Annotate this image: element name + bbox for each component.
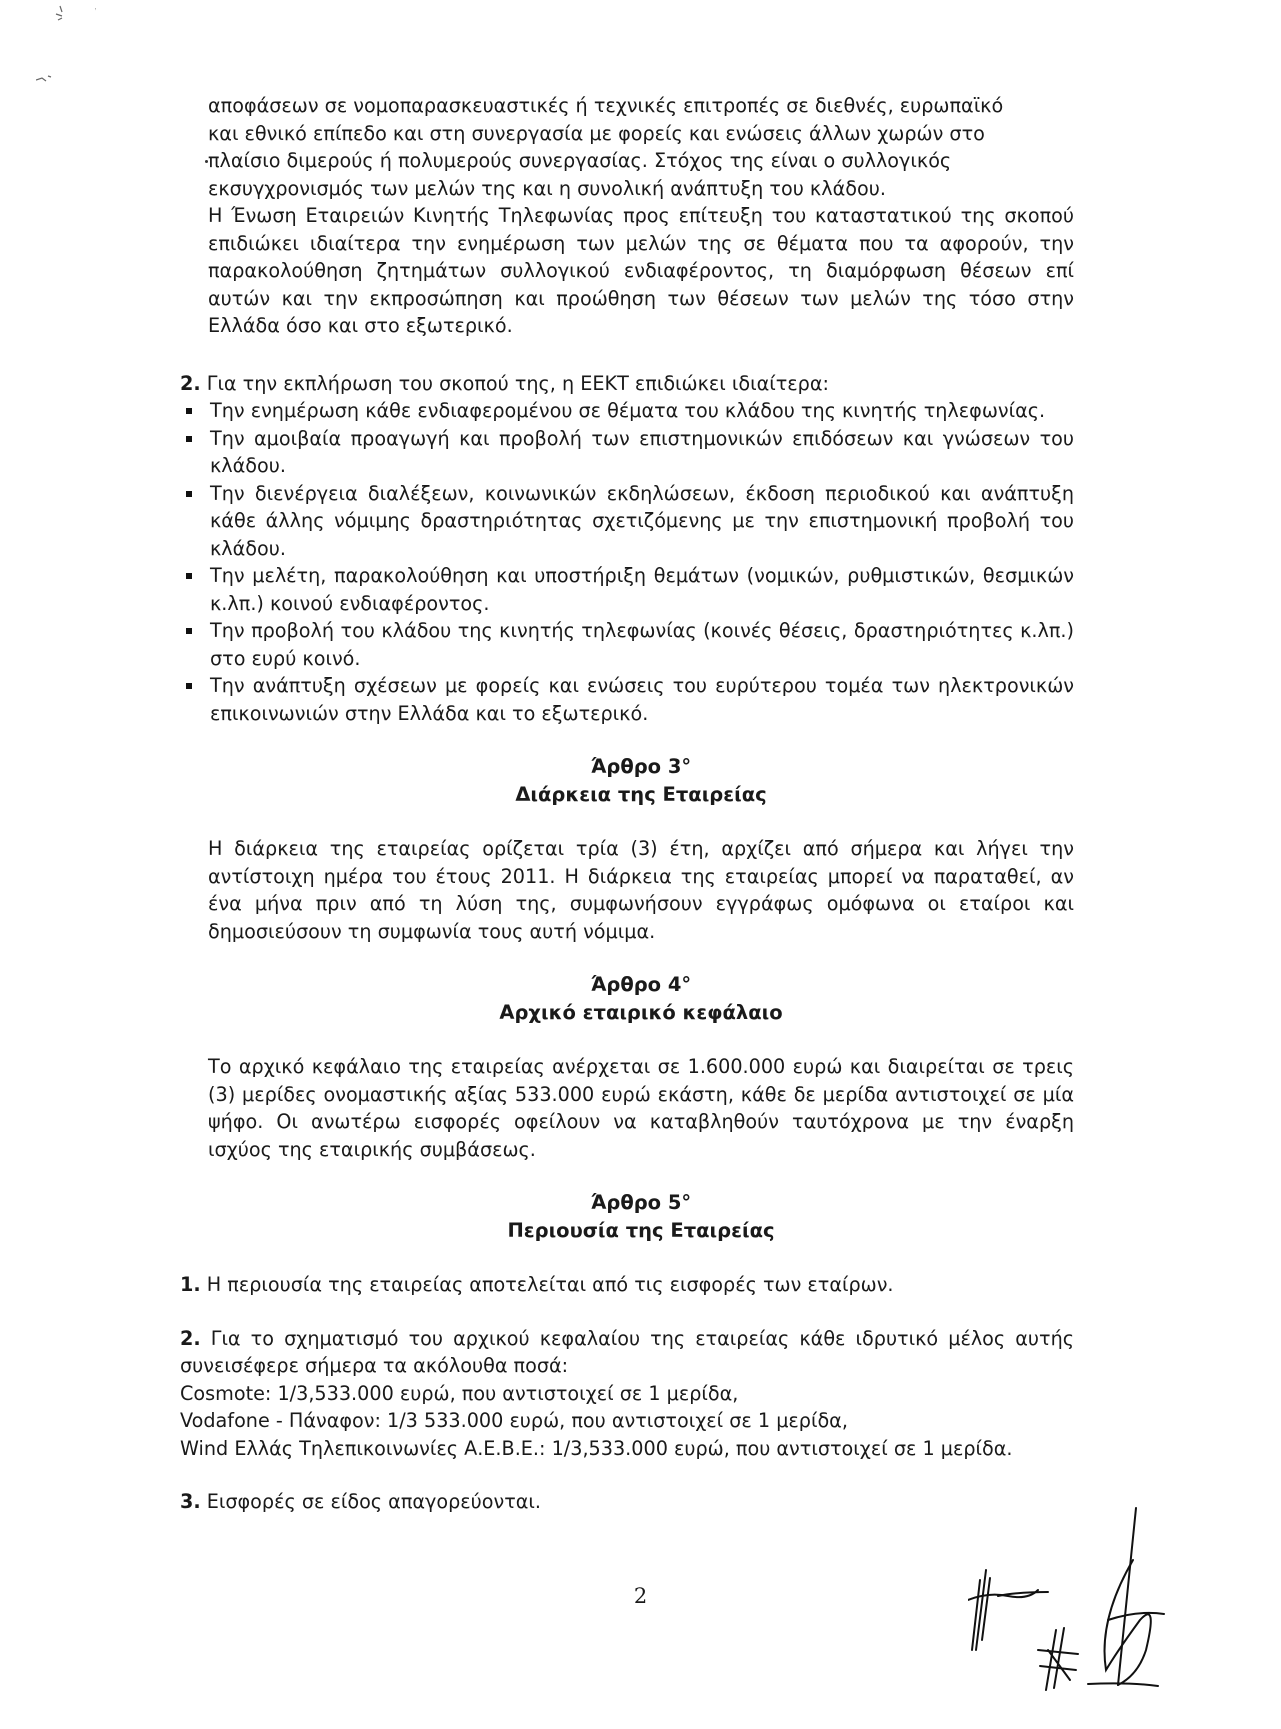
item-2-lead [180,370,1074,398]
objective-item: Την μελέτη, παρακολούθηση και υποστήριξη θεμάτων (νομικών, ρυθμιστικών, θεσμικών κ.λπ.) κοινού ενδιαφέροντος. [180,562,1074,617]
contribution-line: Cosmote: 1/3,533.000 ευρώ, που αντιστοιχεί σε 1 μερίδα, [180,1381,739,1405]
scan-artifacts [36,0,96,93]
objective-item: Την ανάπτυξη σχέσεων με φορείς και ενώσεις του ευρύτερου τομέα των ηλεκτρονικών επικοινωνιών στην Ελλάδα και το εξωτερικό. [180,672,1074,727]
objectives-list [180,397,1074,727]
article-5-item-2-number: 2. [180,1326,201,1350]
article-4-heading [208,971,1074,1027]
article-5-item-3-number: 3. [180,1490,201,1513]
contributions-list [180,1380,1074,1463]
page-number: 2 [633,1584,648,1608]
document-body [180,92,1074,1516]
intro-paragraph-2: Η Ένωση Εταιρειών Κινητής Τηλεφωνίας προς επίτευξη του καταστατικού της σκοπού επιδιώκει ιδιαίτερα την ενημέρωση των μελών της σε θέματα που τα αφορούν, την παρακολούθηση ζητημάτων συλλογικού ενδιαφέροντος, τη διαμόρφωση θέσεων επί αυτών και την εκπροσώπηση και προώθηση των θέσεων των μελών της τόσο στην Ελλάδα όσο και στο εξωτερικό. [208,204,1074,337]
article-4-text: Το αρχικό κεφάλαιο της εταιρείας ανέρχεται σε 1.600.000 ευρώ και διαιρείται σε τρεις (3) μερίδες ονομαστικής αξίας 533.000 ευρώ εκάστη, κάθε δε μερίδα αντιστοιχεί σε μία ψήφο. Οι ανωτέρω εισφορές οφείλουν να καταβληθούν ταυτόχρονα με την έναρξη ισχύος της εταιρικής συμβάσεως. [208,1055,1074,1161]
section-item-2 [180,370,1074,728]
objective-item: Την διενέργεια διαλέξεων, κοινωνικών εκδηλώσεων, έκδοση περιοδικού και ανάπτυξη κάθε άλλης νόμιμης δραστηριότητας σχετιζόμενης με την επιστημονική προβολή του κλάδου. [180,480,1074,563]
article-5-title: Περιουσία της Εταιρείας [507,1219,775,1242]
intro-line-1: αποφάσεων σε νομοπαρασκευαστικές ή τεχνικές επιτροπές σε διεθνές, ευρωπαϊκό [208,94,1004,117]
intro-line-3: πλαίσιο διμερούς ή πολυμερούς συνεργασίας. Στόχος της είναι ο συλλογικός [208,149,952,172]
article-5-item-3 [180,1488,1074,1516]
article-3-text: Η διάρκεια της εταιρείας ορίζεται τρία (3) έτη, αρχίζει από σήμερα και λήγει την αντίστοιχη ημέρα του έτους 2011. Η διάρκεια της εταιρείας μπορεί να παραταθεί, αν ένα μήνα πριν από τη λύση της, συμφωνήσουν εγγράφως ομόφωνα οι εταίροι και δημοσιεύσουν τη συμφωνία τους αυτή νόμιμα. [208,837,1074,943]
article-5-item-1-number: 1. [180,1273,201,1296]
intro-line-4: εκσυγχρονισμός των μελών της και η συνολική ανάπτυξη του κλάδου. [208,176,886,200]
scan-noise-icon [36,0,96,90]
objective-item: Την αμοιβαία προαγωγή και προβολή των επιστημονικών επιδόσεων και γνώσεων του κλάδου. [180,425,1074,480]
article-4-title: Αρχικό εταιρικό κεφάλαιο [499,1001,783,1024]
contribution-line: Wind Ελλάς Τηλεπικοινωνίες Α.Ε.Β.Ε.: 1/3,533.000 ευρώ, που αντιστοιχεί σε 1 μερίδα. [180,1436,1013,1460]
article-5-item-2-text: Για το σχηματισμό του αρχικού κεφαλαίου της εταιρείας κάθε ιδρυτικό μέλος αυτής συνεισέφερε σήμερα τα ακόλουθα ποσά: [180,1326,1074,1377]
article-5-item-1-text: Η περιουσία της εταιρείας αποτελείται από τις εισφορές των εταίρων. [206,1273,894,1296]
article-3-title: Διάρκεια της Εταιρείας [515,783,767,806]
article-3-heading [208,753,1074,809]
article-5-heading [208,1189,1074,1245]
item-2-number: 2. [180,371,201,395]
contribution-line: Vodafone - Πάναφον: 1/3 533.000 ευρώ, που αντιστοιχεί σε 1 μερίδα, [180,1409,848,1432]
signature-1-icon [968,1570,1048,1650]
article-5-item-1 [180,1271,1074,1299]
signature-3-icon [1088,1508,1164,1686]
objective-item: Την ενημέρωση κάθε ενδιαφερομένου σε θέματα του κλάδου της κινητής τηλεφωνίας. [180,397,1074,425]
signature-2-icon [1038,1628,1078,1690]
article-4-number: Άρθρο 4° [590,973,692,996]
article-5-number: Άρθρο 5° [590,1191,692,1214]
intro-line-2: και εθνικό επίπεδο και στη συνεργασία με φορείς και ενώσεις άλλων χωρών στο [208,121,985,145]
article-5-item-3-text: Εισφορές σε είδος απαγορεύονται. [206,1490,542,1513]
article-3-number: Άρθρο 3° [590,755,692,778]
handwritten-signatures [968,1500,1228,1700]
item-2-lead-text: Για την εκπλήρωση του σκοπού της, η ΕΕΚΤ επιδιώκει ιδιαίτερα: [206,371,829,395]
objective-item: Την προβολή του κλάδου της κινητής τηλεφωνίας (κοινές θέσεις, δραστηριότητες κ.λπ.) στο ευρύ κοινό. [180,617,1074,672]
article-5-item-2 [180,1325,1074,1380]
